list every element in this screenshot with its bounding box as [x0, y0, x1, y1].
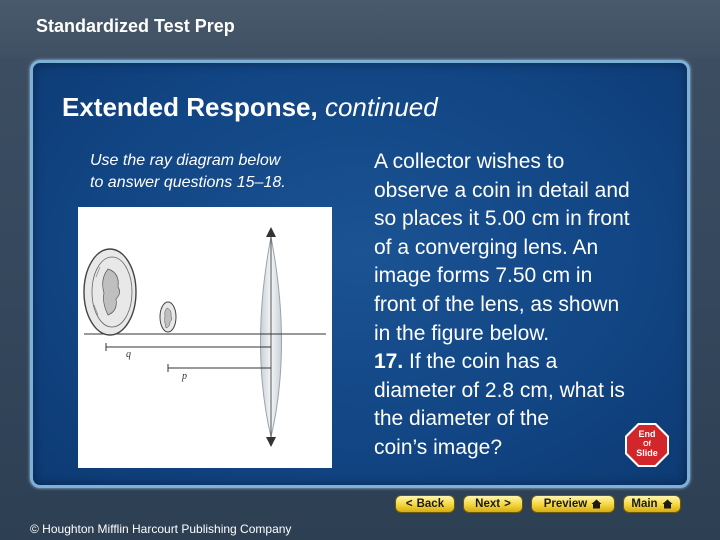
question-line: diameter of 2.8 cm, what is	[374, 378, 625, 402]
main-button[interactable]	[623, 495, 681, 513]
slide-title-continued: continued	[324, 92, 438, 122]
question-line: coin’s image?	[374, 435, 503, 459]
end-of-slide-button[interactable]	[624, 422, 670, 468]
home-icon	[662, 499, 673, 509]
p-label: p	[182, 371, 187, 382]
navigation-bar	[395, 495, 681, 515]
back-button[interactable]	[395, 495, 455, 513]
question-line: the diameter of the	[374, 407, 550, 431]
slide-title-main: Extended Response,	[62, 92, 318, 122]
question-line: of a converging lens. An	[374, 235, 599, 259]
stop-sign-icon	[624, 422, 670, 468]
main-button-label: Main	[631, 498, 658, 510]
back-arrow-icon: <	[405, 498, 413, 510]
question-line: front of the lens, as shown	[374, 292, 620, 316]
home-icon	[591, 499, 602, 509]
next-button[interactable]	[463, 495, 523, 513]
end-sign-line-1: End	[638, 429, 656, 439]
question-line	[374, 348, 679, 377]
next-arrow-icon: >	[504, 498, 511, 510]
back-button-label: Back	[416, 498, 445, 510]
coin-object-small	[160, 302, 176, 332]
question-line: in the figure below.	[374, 321, 550, 345]
slide-title	[62, 92, 438, 123]
end-sign-line-3: Slide	[636, 448, 658, 458]
question-line: so places it 5.00 cm in front	[374, 207, 630, 231]
question-number: 17.	[374, 350, 404, 374]
question-text	[374, 148, 679, 463]
question-line: image forms 7.50 cm in	[374, 264, 593, 288]
header-title: Standardized Test Prep	[36, 16, 235, 36]
q-label: q	[126, 349, 131, 360]
question-line: A collector wishes to	[374, 150, 565, 173]
lens-top-arrow	[266, 227, 276, 237]
instruction-line-2: to answer questions 15–18.	[90, 174, 286, 191]
lens-bottom-arrow	[266, 437, 276, 447]
question-line: If the coin has a	[409, 350, 558, 374]
instruction-line-1: Use the ray diagram below	[90, 152, 281, 169]
ray-diagram-figure	[78, 207, 332, 468]
diagram-instruction	[90, 150, 350, 194]
ray-diagram	[78, 207, 332, 468]
preview-button-label: Preview	[543, 498, 588, 510]
copyright-text: © Houghton Mifflin Harcourt Publishing Company	[30, 522, 292, 536]
preview-button[interactable]	[531, 495, 615, 513]
next-button-label: Next	[475, 498, 501, 510]
end-sign-line-2: Of	[643, 441, 651, 448]
coin-image-large	[84, 249, 136, 335]
question-line: observe a coin in detail and	[374, 178, 630, 202]
